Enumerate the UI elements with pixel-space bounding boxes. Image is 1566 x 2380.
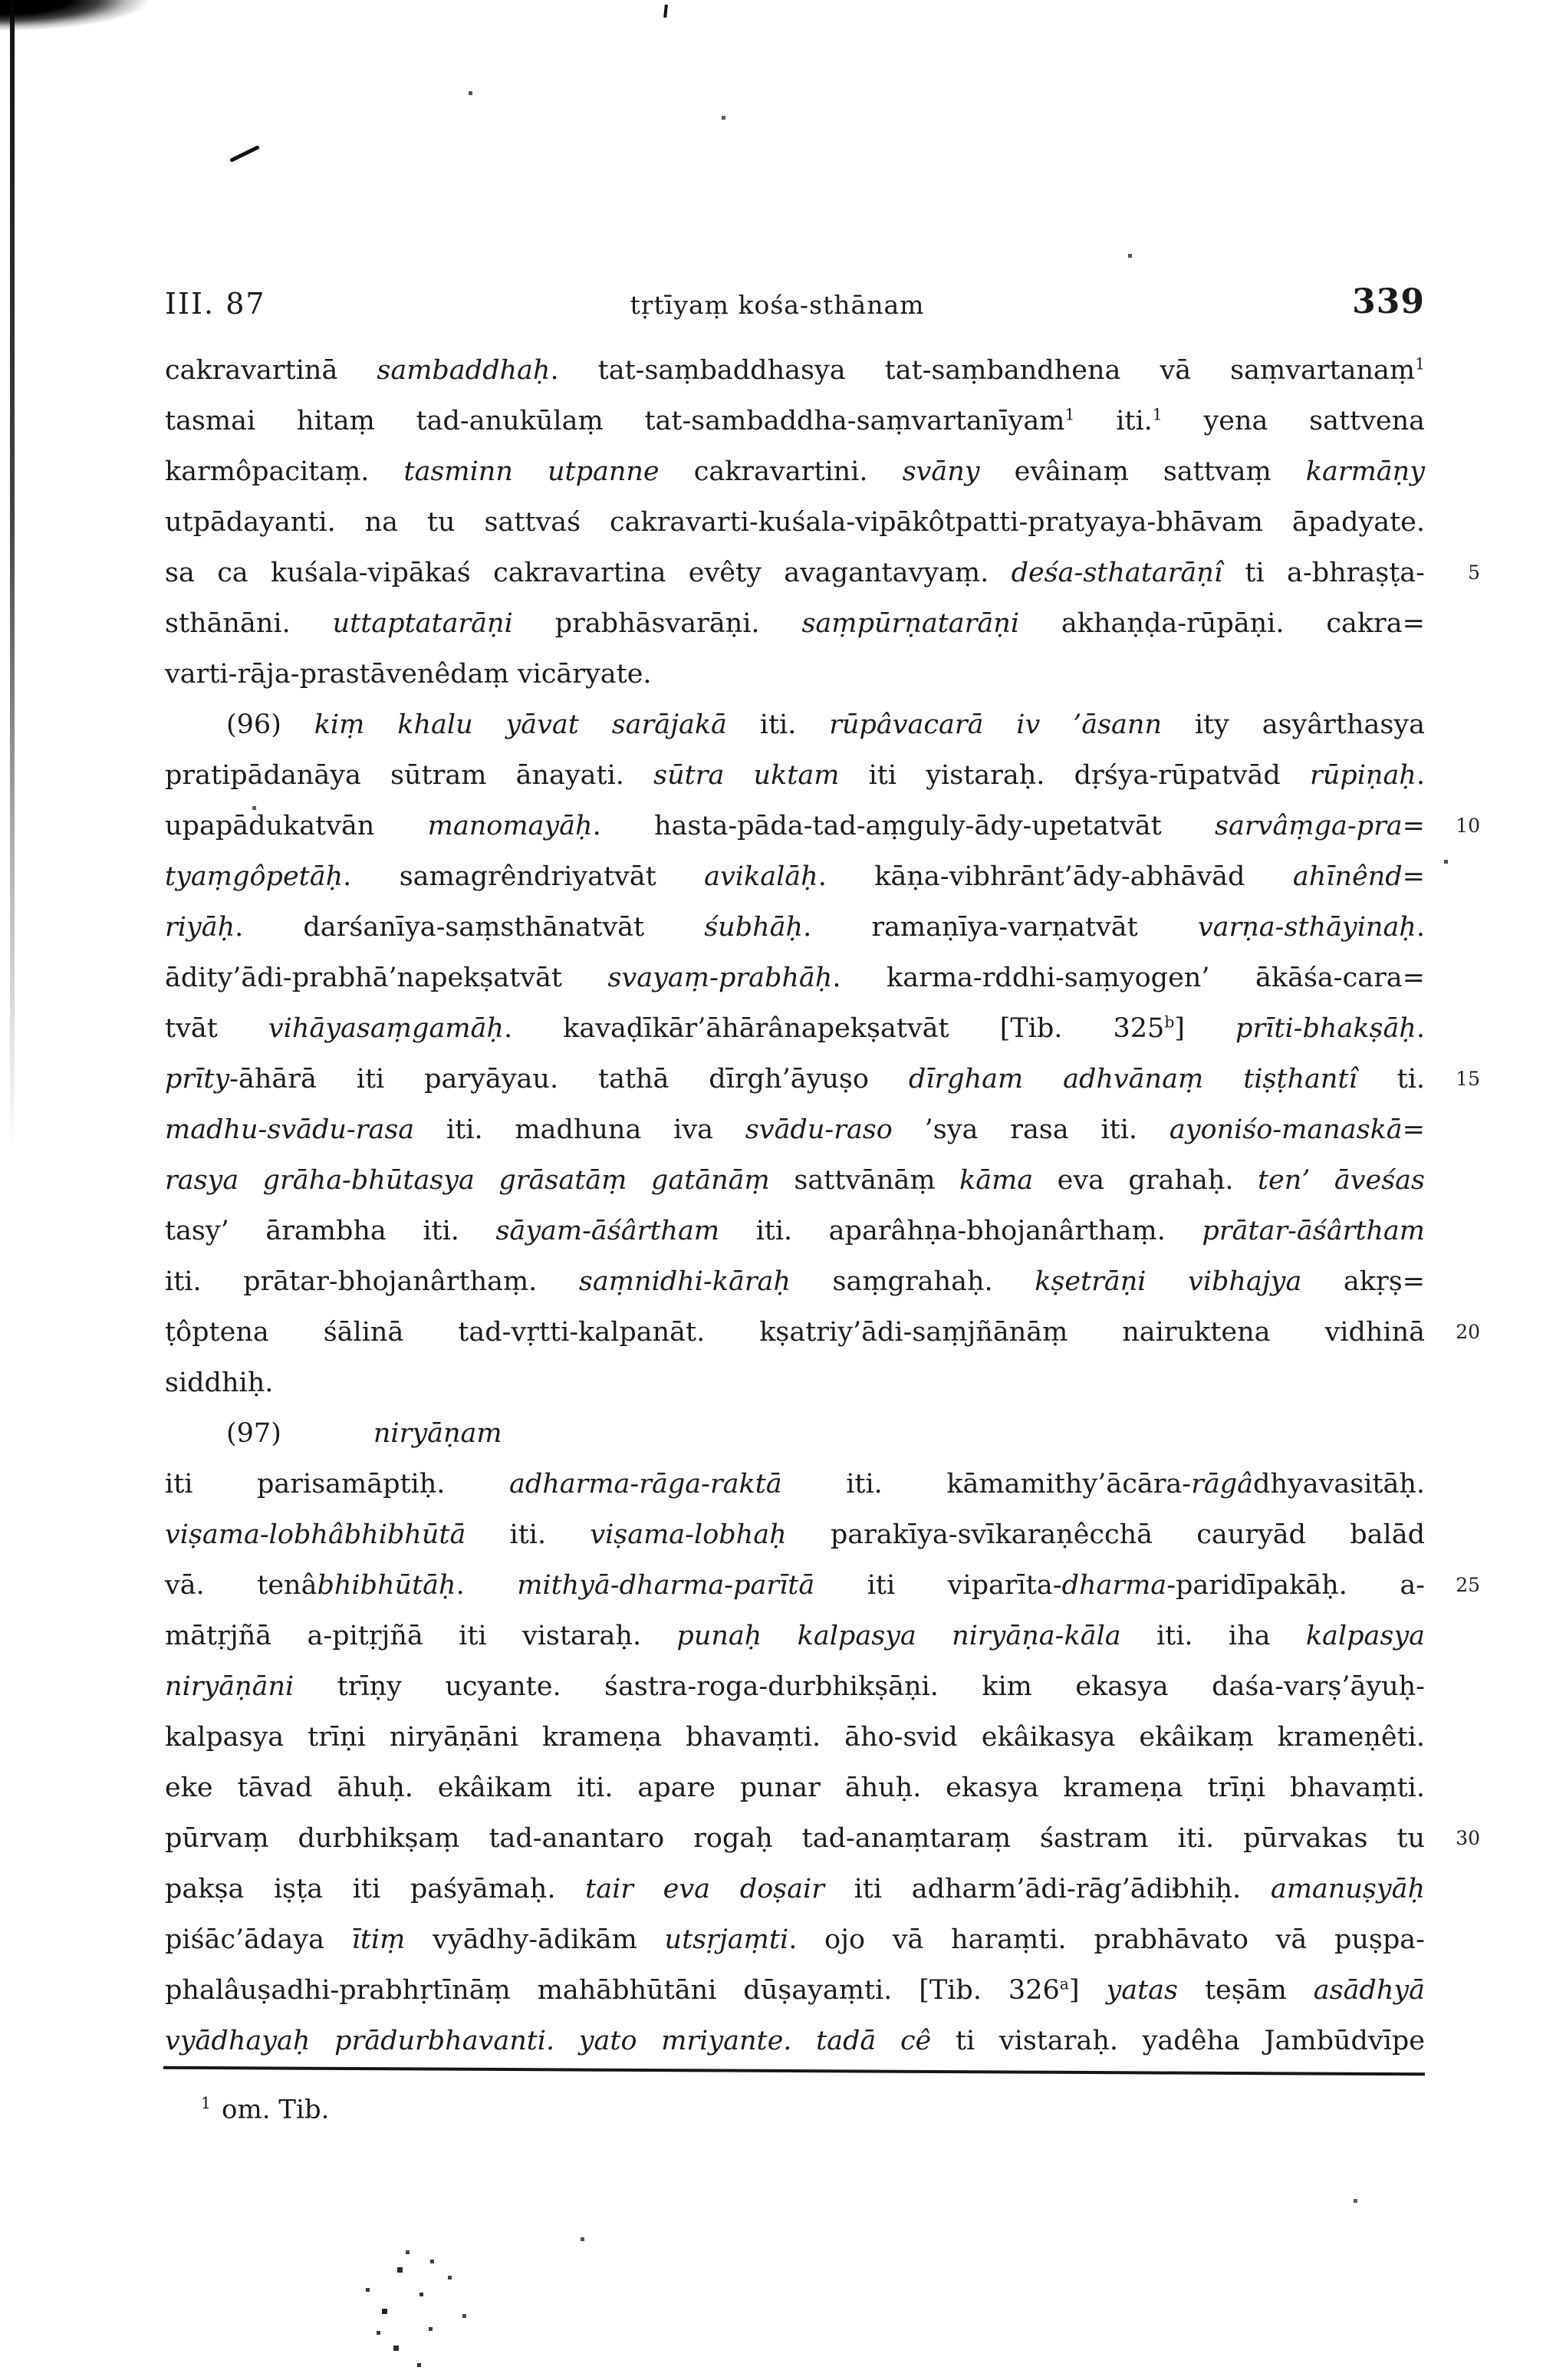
text-segment: sthānāni. (165, 608, 333, 639)
text-segment: adharma-rāga-raktā (508, 1469, 782, 1499)
text-segment: asādhyā (1313, 1975, 1426, 2006)
margin-line-number: 10 (1456, 815, 1480, 837)
verse-reference: III. 87 (165, 287, 266, 321)
text-segment: varṇa-sthāyinaḥ (1197, 912, 1416, 943)
text-segment: ti vistaraḥ. yadêha Jambūdvīpe (931, 2026, 1425, 2056)
text-segment: yatas (1106, 1975, 1178, 2006)
text-line (165, 1256, 1425, 1307)
text-segment: pūrvaṃ durbhikṣaṃ tad-anantaro rogaḥ tad-anaṃtaraṃ śastram iti. pūrvakas tu (165, 1823, 1425, 1854)
text-segment: (96) (226, 709, 314, 740)
text-segment: rūpiṇaḥ (1310, 760, 1416, 791)
text-segment: kiṃ khalu yāvat sarājakā (314, 709, 727, 740)
text-segment: . samagrêndriyatvāt (343, 861, 705, 892)
text-segment: tvāt (165, 1013, 268, 1044)
text-segment: rūpâvacarā iv ’āsann (829, 709, 1162, 740)
text-line (165, 1003, 1425, 1054)
text-segment: siddhiḥ. (165, 1368, 274, 1398)
text-block (165, 345, 1480, 2066)
text-segment: kalpasya trīṇi niryāṇāni krameṇa bhavaṃti. āho-svid ekâikasya ekâikaṃ krameṇêti. (165, 1722, 1425, 1753)
text-segment: tasmai hitaṃ tad-anukūlaṃ tat-sambaddha-saṃvartanīyam (165, 406, 1065, 436)
text-line (165, 2016, 1425, 2066)
text-segment: ayoniśo-manaskā= (1169, 1114, 1425, 1145)
text-segment: ity asyârthasya (1162, 709, 1425, 740)
text-segment: vyādhy-ādikām (405, 1924, 665, 1955)
text-line (165, 345, 1425, 396)
margin-line-number: 30 (1456, 1827, 1480, 1849)
text-line (165, 396, 1425, 446)
text-segment: . ramaṇīya-varṇatvāt (803, 912, 1198, 943)
text-line (165, 548, 1480, 598)
text-segment: sattvānāṃ (769, 1165, 960, 1196)
text-segment: tasminn utpanne (403, 456, 660, 487)
superscript: a (1059, 1974, 1069, 1993)
text-segment: tair eva doṣair (585, 1874, 824, 1904)
text-segment: dhyavasitāḥ. (1253, 1469, 1425, 1499)
text-segment: . hasta-pāda-tad-aṃguly-ādy-upetatvāt (592, 811, 1216, 841)
text-segment: svayaṃ-prabhāḥ (607, 963, 833, 993)
superscript: 1 (1415, 354, 1425, 374)
text-segment: vā. tenâ (165, 1570, 317, 1601)
text-line (165, 1459, 1425, 1509)
text-segment: vihāyasaṃgamāḥ (268, 1013, 504, 1044)
text-segment: iti yistaraḥ. dṛśya-rūpatvād (839, 760, 1311, 791)
text-segment: ti. (1357, 1064, 1426, 1095)
text-segment: iti viparīta- (814, 1570, 1062, 1601)
text-line (165, 1813, 1480, 1864)
text-segment: akhaṇḍa-rūpāṇi. cakra= (1019, 608, 1425, 639)
text-segment: niryāṇam (373, 1418, 502, 1449)
text-segment: yena sattvena (1162, 406, 1425, 436)
scan-artifact-speckles (0, 0, 2, 2)
text-line (165, 1358, 1425, 1408)
running-title: tṛtīyaṃ kośa-sthānam (630, 290, 925, 320)
text-line (165, 851, 1425, 902)
text-line (165, 1054, 1480, 1104)
scan-artifact-tick (663, 5, 668, 18)
text-segment: svāny (902, 456, 980, 487)
text-segment: prīti-bhakṣāḥ (1235, 1013, 1416, 1044)
text-line (165, 1408, 1425, 1459)
text-segment: ] (1174, 1013, 1236, 1044)
text-line (165, 1864, 1425, 1914)
text-segment: parakīya-svīkaraṇêcchā cauryād balād (786, 1519, 1425, 1550)
text-segment: niryāṇāni (165, 1671, 294, 1702)
text-line (165, 953, 1425, 1003)
text-segment: ahīnênd= (1292, 861, 1425, 892)
text-segment: deśa-sthatarāṇî (1011, 558, 1223, 588)
text-segment: varti-rāja-prastāvenêdaṃ vicāryate. (165, 659, 652, 690)
footnote (201, 2083, 329, 2129)
text-segment: śubhāḥ (704, 912, 804, 943)
text-segment: . kāṇa-vibhrānt’ādy-abhāvād (818, 861, 1293, 892)
text-segment: iti. madhuna iva (414, 1114, 745, 1145)
text-segment: . karma-rddhi-saṃyogen’ ākāśa-cara= (832, 963, 1425, 993)
text-segment: sambaddhaḥ (377, 355, 551, 386)
text-line (165, 598, 1425, 649)
text-segment: cakravartinā (165, 355, 377, 386)
text-segment: . tat-saṃbaddhasya tat-saṃbandhena vā saṃvartanaṃ (550, 355, 1416, 386)
text-segment: kṣetrāṇi vibhajya (1035, 1266, 1302, 1297)
text-line (165, 700, 1425, 750)
superscript: 1 (1152, 405, 1163, 424)
text-line (165, 1509, 1425, 1560)
text-segment: kāma (959, 1165, 1034, 1196)
page-number: 339 (1352, 282, 1425, 321)
text-line (165, 1914, 1425, 1965)
text-segment: iti. (1074, 406, 1153, 436)
superscript: 1 (1064, 405, 1075, 424)
text-segment: rasya grāha-bhūtasya grāsatāṃ gatānāṃ (165, 1165, 770, 1196)
text-segment: ten’ āveśas (1257, 1165, 1425, 1196)
text-segment: iti. (466, 1519, 591, 1550)
text-segment: iti. aparâhṇa-bhojanârthaṃ. (719, 1216, 1202, 1246)
footnote-marker: 1 (201, 2094, 211, 2112)
text-segment: trīṇy ucyante. śastra-roga-durbhikṣāṇi. kim ekasya daśa-varṣ’āyuḥ- (294, 1671, 1425, 1702)
text-segment: pakṣa iṣṭa iti paśyāmaḥ. (165, 1874, 586, 1904)
text-line (165, 902, 1425, 953)
text-segment: tasy’ ārambha iti. (165, 1216, 496, 1246)
text-segment: svādu-raso (745, 1114, 893, 1145)
text-segment: . (456, 1570, 518, 1601)
text-segment: teṣām (1178, 1975, 1314, 2006)
text-segment: ’sya rasa iti. (892, 1114, 1170, 1145)
text-segment: viṣama-lobhaḥ (590, 1519, 787, 1550)
text-segment: ti a-bhraṣṭa- (1222, 558, 1425, 588)
text-line (165, 446, 1425, 497)
text-segment: madhu-svādu-rasa (165, 1114, 415, 1145)
text-line (165, 801, 1480, 851)
text-segment: karmôpacitaṃ. (165, 456, 404, 487)
text-segment: iti. (726, 709, 830, 740)
scan-artifact-corner-tear (0, 0, 199, 49)
text-line (165, 1307, 1480, 1358)
text-segment: saṃpūrṇatarāṇi (801, 608, 1020, 639)
superscript: b (1164, 1012, 1175, 1032)
text-segment: riyāḥ (165, 912, 235, 943)
text-segment: prīty (165, 1064, 230, 1095)
margin-line-number: 25 (1456, 1574, 1480, 1596)
text-segment: sarvâṃga-pra= (1215, 811, 1425, 841)
text-segment: utsṛjaṃti (664, 1924, 789, 1955)
text-segment: saṃnidhi-kāraḥ (578, 1266, 791, 1297)
text-segment: ītiṃ (351, 1924, 406, 1955)
text-segment: . (1416, 760, 1425, 791)
text-segment: ādity’ādi-prabhā’napekṣatvāt (165, 963, 608, 993)
text-line (165, 1206, 1425, 1256)
text-segment: ṭôptena śālinā tad-vṛtti-kalpanāt. kṣatriy’ādi-saṃjñānāṃ nairuktena vidhinā (165, 1317, 1425, 1348)
text-segment: karmāṇy (1305, 456, 1425, 487)
text-segment: dīrgham adhvānaṃ tiṣṭhantî (908, 1064, 1357, 1095)
text-segment: uttaptatarāṇi (332, 608, 513, 639)
text-segment: . (1416, 912, 1425, 943)
text-segment: piśāc’ādaya (165, 1924, 352, 1955)
text-line (165, 1712, 1425, 1763)
text-segment: eva grahaḥ. (1033, 1165, 1258, 1196)
text-segment: saṃgrahaḥ. (790, 1266, 1035, 1297)
text-segment: viṣama-lobhâbhibhūtā (165, 1519, 466, 1550)
text-segment: prātar-āśârtham (1202, 1216, 1425, 1246)
text-segment: mātṛjñā a-pitṛjñā iti vistaraḥ. (165, 1621, 677, 1651)
text-segment: pratipādanāya sūtram ānayati. (165, 760, 654, 791)
text-segment: manomayāḥ (427, 811, 593, 841)
text-segment: punaḥ kalpasya niryāṇa-kāla (676, 1621, 1121, 1651)
text-segment: iti parisamāptiḥ. (165, 1469, 509, 1499)
text-segment: amanuṣyāḥ (1270, 1874, 1425, 1904)
text-segment: kalpasya (1305, 1621, 1425, 1651)
margin-line-number: 5 (1468, 561, 1480, 584)
text-segment: eke tāvad āhuḥ. ekâikam iti. apare punar āhuḥ. ekasya krameṇa trīṇi bhavaṃti. (165, 1773, 1425, 1803)
text-segment: upapādukatvān (165, 811, 428, 841)
text-segment: . darśanīya-saṃsthānatvāt (235, 912, 705, 943)
text-segment: mithyā-dharma-parītā (517, 1570, 815, 1601)
footnote-text: om. Tib. (221, 2094, 330, 2125)
text-segment: dharma (1061, 1570, 1167, 1601)
scan-artifact-left-edge (10, 0, 15, 1150)
text-segment: (97) (226, 1418, 281, 1449)
text-segment: . ojo vā haraṃti. prabhāvato vā puṣpa- (788, 1924, 1425, 1955)
text-segment: iti adharm’ādi-rāg’ādibhiḥ. (824, 1874, 1271, 1904)
margin-line-number: 15 (1456, 1068, 1480, 1090)
text-line (165, 1661, 1425, 1712)
margin-line-number: 20 (1456, 1321, 1480, 1343)
text-segment: tyaṃgôpetāḥ (165, 861, 344, 892)
text-segment: ] (1068, 1975, 1107, 2006)
text-segment: iti. prātar-bhojanârthaṃ. (165, 1266, 579, 1297)
text-segment: iti. kāmamithy’ācāra- (781, 1469, 1192, 1499)
text-line (165, 649, 1425, 700)
text-line (165, 497, 1425, 548)
scan-artifact-pen-mark (229, 145, 260, 163)
text-segment: . kavaḍīkār’āhārânapekṣatvāt [Tib. 325 (503, 1013, 1165, 1044)
text-line (165, 1611, 1425, 1661)
text-segment: rāgâ (1191, 1469, 1254, 1499)
text-line (165, 1104, 1425, 1155)
text-segment: prabhāsvarāṇi. (512, 608, 802, 639)
text-line (165, 1560, 1480, 1611)
text-segment: iti. iha (1120, 1621, 1306, 1651)
text-segment: sūtra uktam (653, 760, 840, 791)
text-segment: sa ca kuśala-vipākaś cakravartina evêty avagantavyaṃ. (165, 558, 1012, 588)
text-segment: bhibhūtāḥ (317, 1570, 456, 1601)
text-segment: . (1416, 1013, 1425, 1044)
text-segment: cakravartini. (659, 456, 903, 487)
text-segment: phalâuṣadhi-prabhṛtīnāṃ mahābhūtāni dūṣayaṃti. [Tib. 326 (165, 1975, 1060, 2006)
text-segment: utpādayanti. na tu sattvaś cakravarti-kuśala-vipākôtpatti-pratyaya-bhāvam āpadyate. (165, 507, 1425, 538)
text-segment: -paridīpakāḥ. a- (1166, 1570, 1426, 1601)
text-segment: akṛṣ= (1301, 1266, 1425, 1297)
text-line (165, 1763, 1425, 1813)
text-line (165, 1155, 1425, 1206)
text-segment: vyādhayaḥ prādurbhavanti. yato mriyante. tadā cê (165, 2026, 932, 2056)
text-segment: sāyam-āśârtham (495, 1216, 720, 1246)
text-line (165, 1965, 1425, 2016)
page-header (165, 282, 1425, 328)
text-segment: evâinaṃ sattvaṃ (979, 456, 1306, 487)
text-segment: avikalāḥ (704, 861, 818, 892)
text-segment: -āhārā iti paryāyau. tathā dīrgh’āyuṣo (229, 1064, 909, 1095)
text-line (165, 750, 1425, 801)
